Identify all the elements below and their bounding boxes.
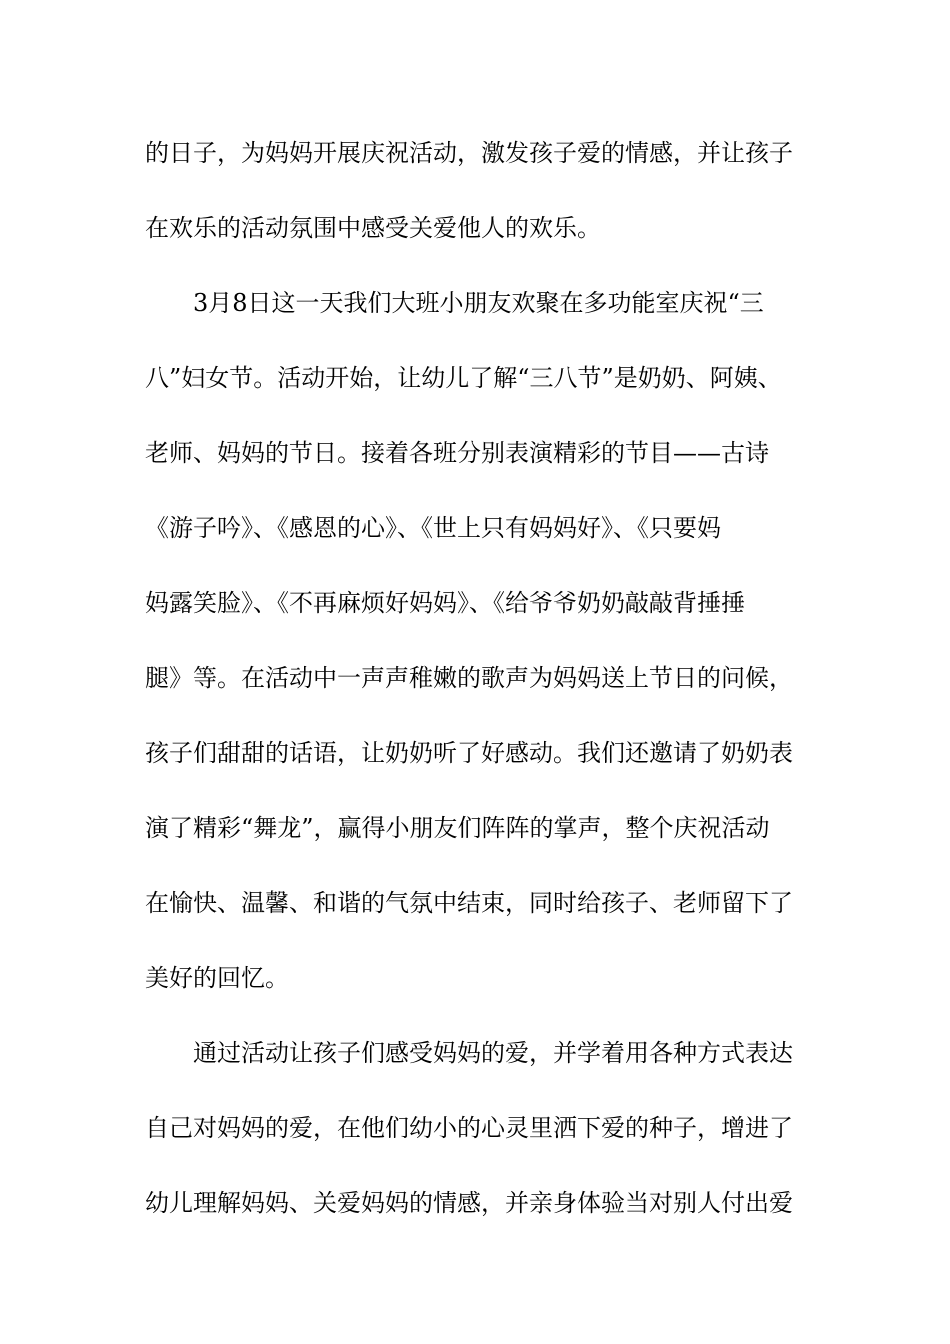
- paragraph-2-line-3: 老师、妈妈的节日。接着各班分别表演精彩的节目——古诗: [145, 439, 769, 467]
- paragraph-1-line-1: 的日子，为妈妈开展庆祝活动，激发孩子爱的情感，并让孩子: [145, 139, 793, 167]
- paragraph-3-line-1: 通过活动让孩子们感受妈妈的爱，并学着用各种方式表达: [193, 1039, 793, 1067]
- paragraph-3-line-2: 自己对妈妈的爱，在他们幼小的心灵里洒下爱的种子，增进了: [145, 1114, 793, 1142]
- paragraph-2-line-6: 腿》等。在活动中一声声稚嫩的歌声为妈妈送上节日的问候，: [145, 664, 793, 692]
- paragraph-2-line-9: 在愉快、温馨、和谐的气氛中结束，同时给孩子、老师留下了: [145, 889, 793, 917]
- paragraph-1-line-2: 在欢乐的活动氛围中感受关爱他人的欢乐。: [145, 214, 601, 242]
- paragraph-2-line-4: 《游子吟》、《感恩的心》、《世上只有妈妈好》、《只要妈: [145, 514, 721, 542]
- paragraph-2-line-10: 美好的回忆。: [145, 964, 289, 992]
- paragraph-3-line-3: 幼儿理解妈妈、关爱妈妈的情感，并亲身体验当对别人付出爱: [145, 1189, 793, 1217]
- paragraph-2-line-7: 孩子们甜甜的话语，让奶奶听了好感动。我们还邀请了奶奶表: [145, 739, 793, 767]
- paragraph-2-line-2: 八”妇女节。活动开始，让幼儿了解“三八节”是奶奶、阿姨、: [145, 364, 782, 392]
- paragraph-2-line-1: 3月8日这一天我们大班小朋友欢聚在多功能室庆祝“三: [193, 289, 764, 317]
- paragraph-2-line-5: 妈露笑脸》、《不再麻烦好妈妈》、《给爷爷奶奶敲敲背捶捶: [145, 589, 745, 617]
- paragraph-2-line-8: 演了精彩“舞龙”，赢得小朋友们阵阵的掌声，整个庆祝活动: [145, 814, 770, 842]
